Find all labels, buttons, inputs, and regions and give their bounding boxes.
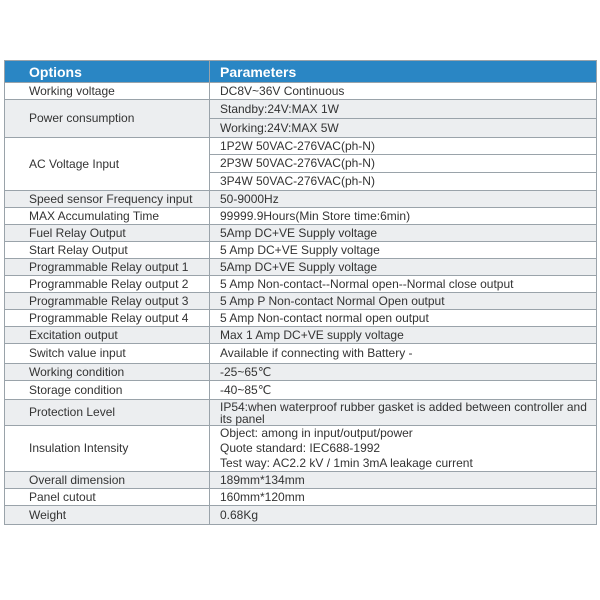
specifications-table — [4, 60, 597, 525]
options-header: Options — [5, 61, 210, 83]
option-cell: Fuel Relay Output — [5, 225, 210, 242]
table-row — [5, 191, 597, 208]
table-row — [5, 259, 597, 276]
option-cell: AC Voltage Input — [5, 138, 210, 191]
table-row — [5, 489, 597, 506]
table-row — [5, 138, 597, 155]
parameter-cell: -25~65℃ — [210, 364, 597, 381]
option-cell: Protection Level — [5, 400, 210, 426]
option-cell: Power consumption — [5, 100, 210, 138]
parameter-line: Quote standard: IEC688-1992 — [220, 441, 381, 455]
option-cell: MAX Accumulating Time — [5, 208, 210, 225]
option-cell: Insulation Intensity — [5, 426, 210, 472]
parameter-cell: 0.68Kg — [210, 506, 597, 525]
table-row — [5, 83, 597, 100]
parameter-cell: 5 Amp Non-contact--Normal open--Normal close output — [210, 276, 597, 293]
parameter-cell: Max 1 Amp DC+VE supply voltage — [210, 327, 597, 344]
option-cell: Weight — [5, 506, 210, 525]
table-row — [5, 344, 597, 364]
parameter-cell: 5 Amp DC+VE Supply voltage — [210, 242, 597, 259]
parameter-cell: 1P2W 50VAC-276VAC(ph-N) — [210, 138, 597, 155]
table-row — [5, 426, 597, 472]
parameter-cell: 3P4W 50VAC-276VAC(ph-N) — [210, 173, 597, 191]
parameter-cell: 5Amp DC+VE Supply voltage — [210, 225, 597, 242]
table-header-row — [5, 61, 597, 83]
parameter-line: Object: among in input/output/power — [220, 426, 413, 440]
parameter-cell: IP54:when waterproof rubber gasket is added between controller and its panel — [210, 400, 597, 426]
option-cell: Speed sensor Frequency input — [5, 191, 210, 208]
option-cell: Programmable Relay output 2 — [5, 276, 210, 293]
table-row — [5, 208, 597, 225]
parameter-cell: 5 Amp Non-contact normal open output — [210, 310, 597, 327]
option-cell: Working condition — [5, 364, 210, 381]
parameter-cell-multiline — [210, 426, 597, 472]
option-cell: Overall dimension — [5, 472, 210, 489]
parameter-cell: DC8V~36V Continuous — [210, 83, 597, 100]
option-cell: Start Relay Output — [5, 242, 210, 259]
table-row — [5, 242, 597, 259]
table-row — [5, 381, 597, 400]
table-row — [5, 310, 597, 327]
option-cell: Panel cutout — [5, 489, 210, 506]
table-row — [5, 506, 597, 525]
parameter-cell: Standby:24V:MAX 1W — [210, 100, 597, 119]
parameter-cell: 189mm*134mm — [210, 472, 597, 489]
table-row — [5, 276, 597, 293]
option-cell: Working voltage — [5, 83, 210, 100]
option-cell: Programmable Relay output 1 — [5, 259, 210, 276]
table-row — [5, 293, 597, 310]
parameter-cell: Working:24V:MAX 5W — [210, 119, 597, 138]
table-row — [5, 364, 597, 381]
parameter-cell: Available if connecting with Battery - — [210, 344, 597, 364]
table-row — [5, 472, 597, 489]
option-cell: Excitation output — [5, 327, 210, 344]
parameter-cell: 50-9000Hz — [210, 191, 597, 208]
parameter-cell: 2P3W 50VAC-276VAC(ph-N) — [210, 155, 597, 173]
parameter-line: Test way: AC2.2 kV / 1min 3mA leakage current — [220, 456, 473, 470]
parameter-cell: 5Amp DC+VE Supply voltage — [210, 259, 597, 276]
option-cell: Programmable Relay output 4 — [5, 310, 210, 327]
parameter-cell: 99999.9Hours(Min Store time:6min) — [210, 208, 597, 225]
option-cell: Storage condition — [5, 381, 210, 400]
table-row — [5, 400, 597, 426]
table-row — [5, 327, 597, 344]
parameters-header: Parameters — [210, 61, 597, 83]
option-cell: Switch value input — [5, 344, 210, 364]
parameter-cell: 5 Amp P Non-contact Normal Open output — [210, 293, 597, 310]
table-row — [5, 225, 597, 242]
option-cell: Programmable Relay output 3 — [5, 293, 210, 310]
parameter-cell: 160mm*120mm — [210, 489, 597, 506]
parameter-cell: -40~85℃ — [210, 381, 597, 400]
table-row — [5, 100, 597, 119]
